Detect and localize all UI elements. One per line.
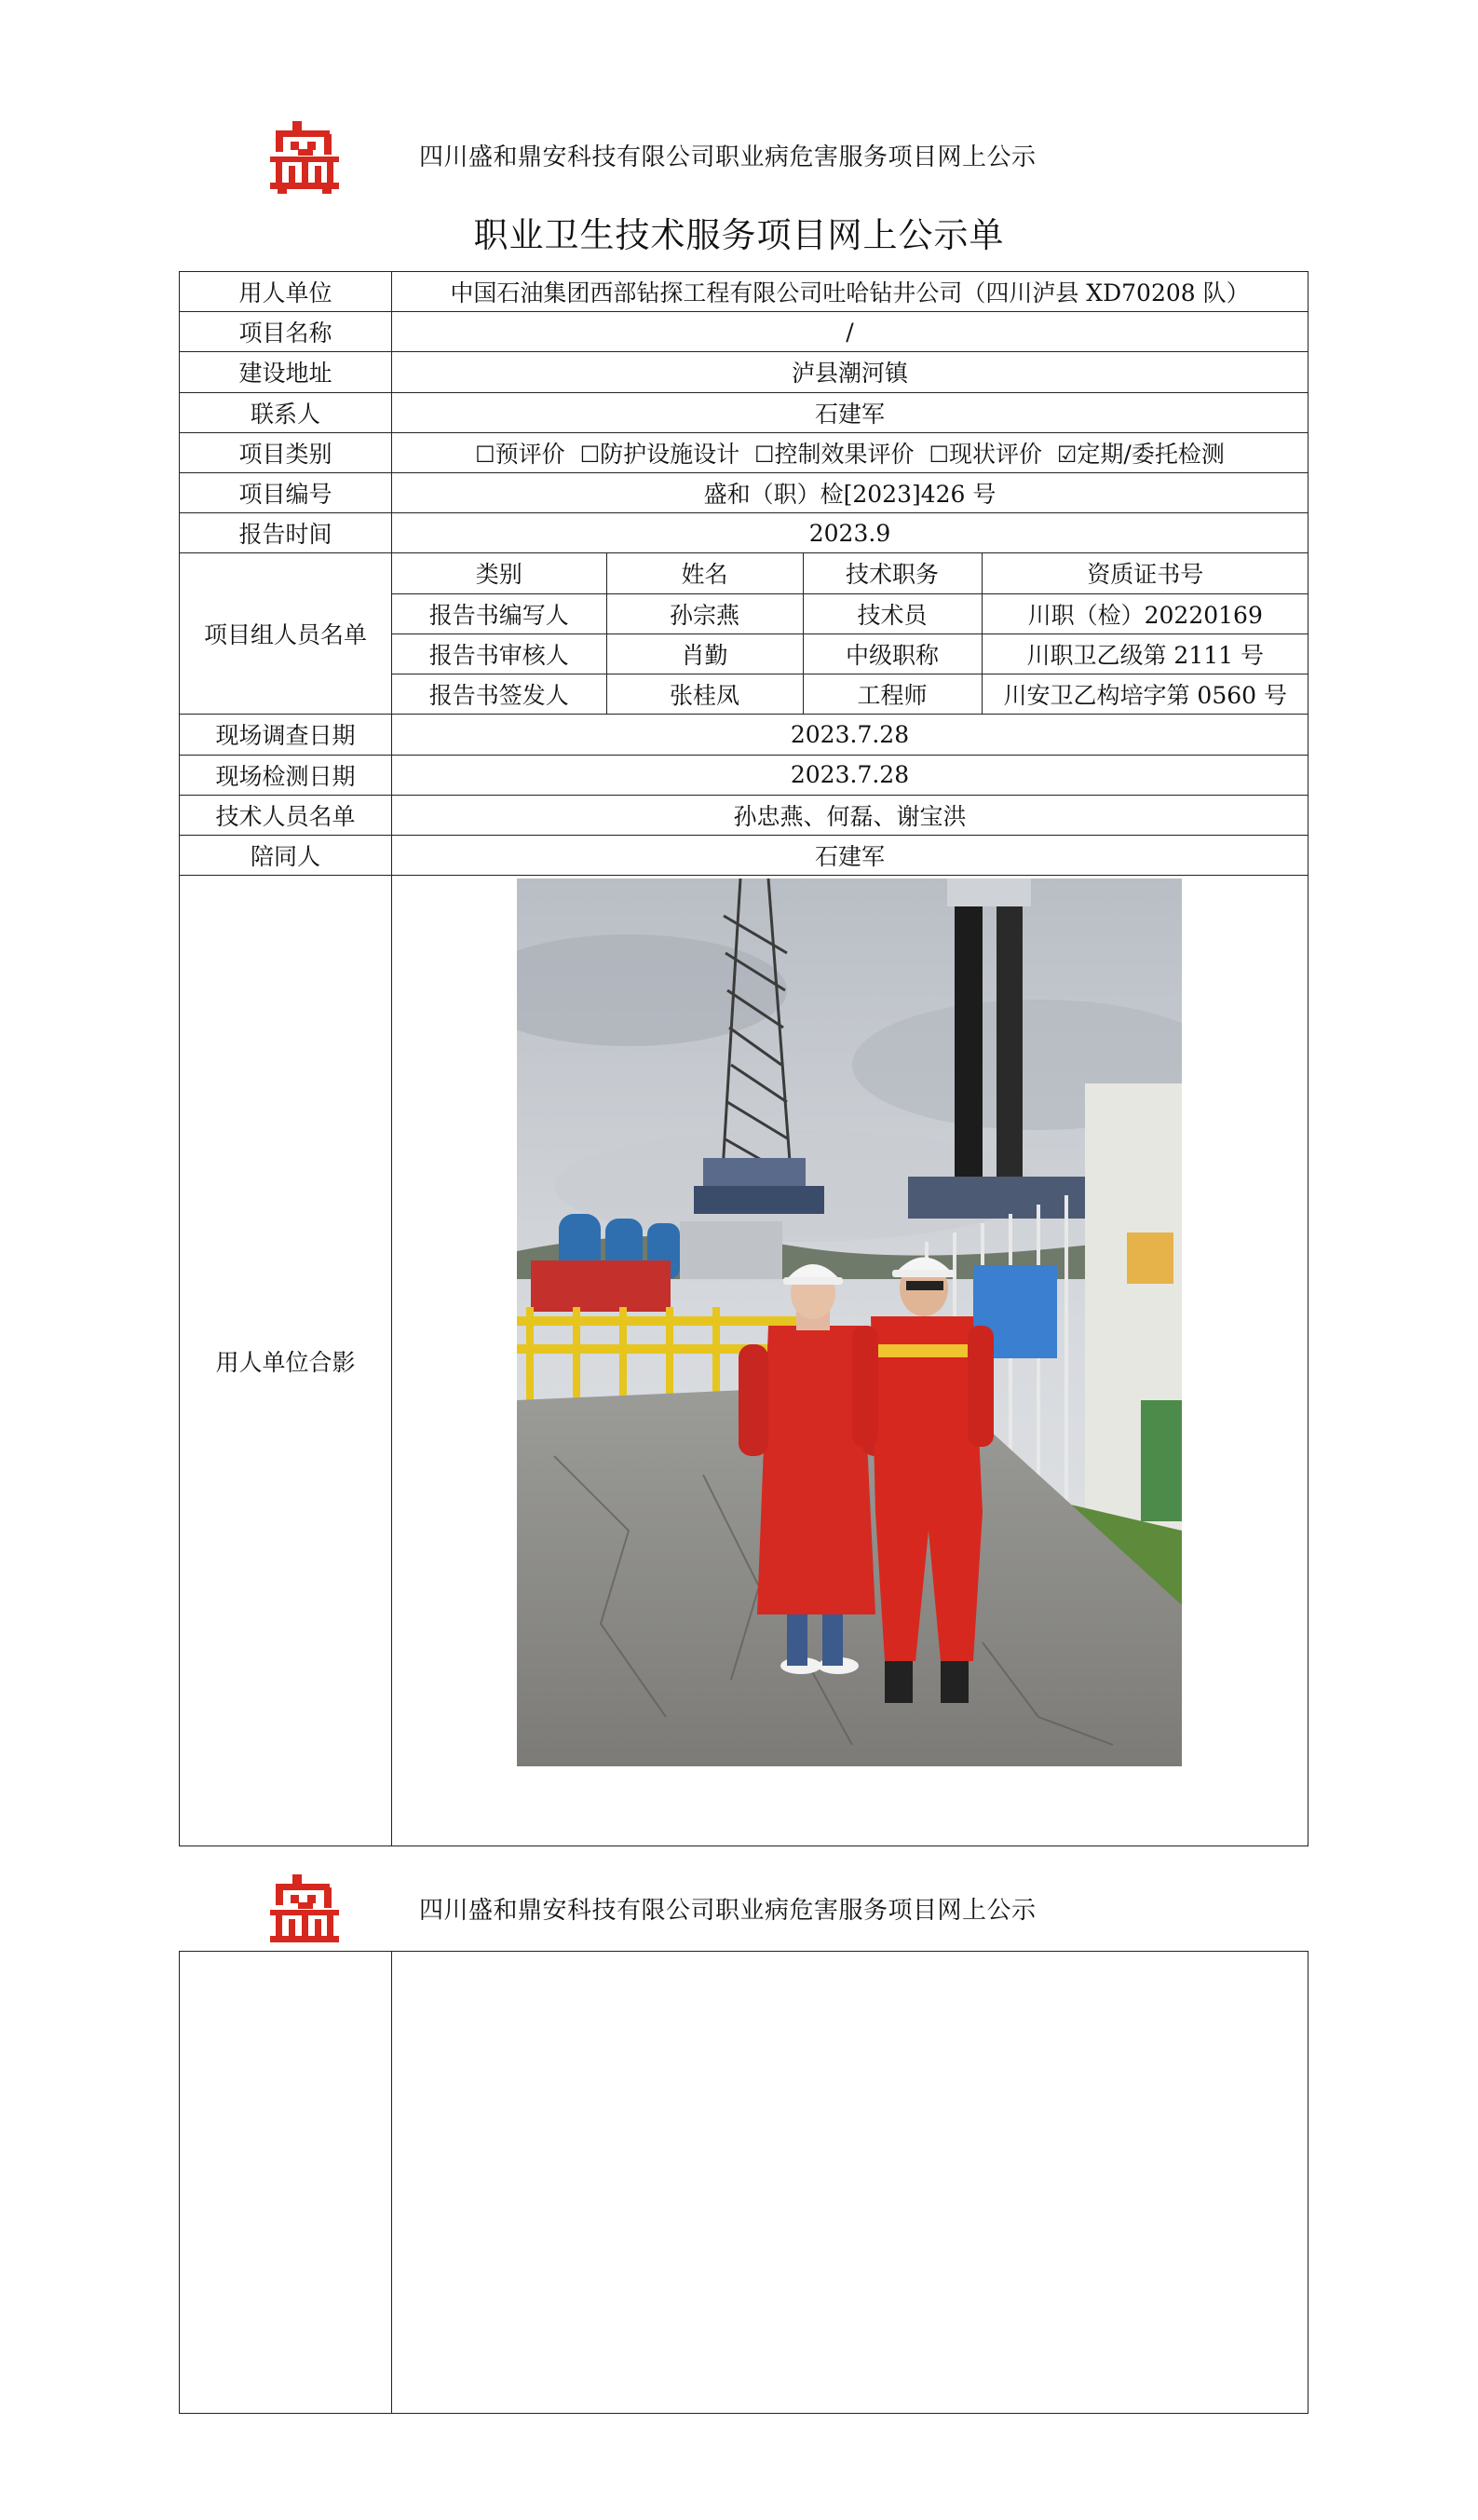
table-row [180, 312, 1309, 352]
checkbox-icon: ☐ [475, 441, 495, 468]
checkbox-icon: ☐ [579, 441, 601, 468]
document-title: 职业卫生技术服务项目网上公示单 [473, 215, 1005, 255]
employer-label: 用人单位 [180, 272, 392, 312]
test-date-label: 现场检测日期 [180, 755, 392, 795]
table-row [180, 272, 1309, 312]
team-cell-role: 报告书签发人 [392, 674, 606, 715]
team-cell-name: 张桂凤 [606, 674, 803, 715]
escort-label: 陪同人 [180, 835, 392, 875]
team-header: 资质证书号 [982, 553, 1309, 593]
group-photo [517, 879, 1182, 1766]
report-time-value: 2023.9 [392, 513, 1309, 553]
team-cell-title: 工程师 [803, 674, 982, 715]
address-label: 建设地址 [180, 352, 392, 392]
photo-label: 用人单位合影 [180, 876, 392, 1846]
photo-cell [392, 876, 1309, 1846]
team-table [392, 553, 1309, 714]
team-cell-cert: 川职卫乙级第 2111 号 [982, 633, 1309, 674]
header-company-text: 四川盛和鼎安科技有限公司职业病危害服务项目网上公示 [419, 1897, 1037, 1925]
address-value: 泸县潮河镇 [392, 352, 1309, 392]
team-row [392, 674, 1309, 715]
escort-value: 石建军 [392, 835, 1309, 875]
table-row [180, 392, 1309, 432]
project-name-value: / [392, 312, 1309, 352]
team-cell [392, 553, 1309, 715]
team-cell-cert: 川职（检）20220169 [982, 593, 1309, 633]
team-cell-title: 技术员 [803, 593, 982, 633]
disclosure-table [179, 271, 1309, 1846]
project-no-value: 盛和（职）检[2023]426 号 [392, 472, 1309, 512]
company-logo-icon [270, 121, 339, 194]
team-row [392, 593, 1309, 633]
empty-cell [392, 1952, 1309, 2414]
team-cell-name: 肖勤 [606, 633, 803, 674]
header-company-text: 四川盛和鼎安科技有限公司职业病危害服务项目网上公示 [419, 143, 1037, 171]
table-row [180, 755, 1309, 795]
category-option-design: ☐防护设施设计 [579, 440, 740, 468]
report-time-label: 报告时间 [180, 513, 392, 553]
category-option-control: ☐控制效果评价 [754, 440, 915, 468]
checkbox-icon: ☐ [929, 441, 949, 468]
category-options [392, 432, 1309, 472]
table-row [180, 876, 1309, 1846]
team-header: 类别 [392, 553, 606, 593]
table-row [180, 715, 1309, 755]
category-option-preeval: ☐预评价 [475, 440, 565, 468]
employer-value: 中国石油集团西部钻探工程有限公司吐哈钻井公司（四川泸县 XD70208 队） [392, 272, 1309, 312]
team-row [392, 633, 1309, 674]
table-row [180, 1952, 1309, 2414]
table-row [180, 472, 1309, 512]
team-cell-cert: 川安卫乙构培字第 0560 号 [1003, 682, 1288, 710]
team-cell-title: 中级职称 [803, 633, 982, 674]
team-cell-name: 孙宗燕 [606, 593, 803, 633]
team-header-row [392, 553, 1309, 593]
category-option-periodic: ☑定期/委托检测 [1056, 440, 1225, 468]
project-name-label: 项目名称 [180, 312, 392, 352]
company-header-page2 [270, 1874, 1201, 1949]
continuation-table [179, 1951, 1309, 2414]
company-header [270, 121, 1201, 196]
contact-label: 联系人 [180, 392, 392, 432]
table-row [180, 795, 1309, 835]
company-logo-icon [270, 1874, 339, 1947]
table-row [180, 513, 1309, 553]
table-row [180, 553, 1309, 715]
team-label: 项目组人员名单 [180, 553, 392, 715]
checkbox-icon: ☐ [754, 441, 775, 468]
tech-staff-label: 技术人员名单 [180, 795, 392, 835]
tech-staff-value: 孙忠燕、何磊、谢宝洪 [392, 795, 1309, 835]
team-header: 技术职务 [803, 553, 982, 593]
table-row [180, 432, 1309, 472]
checked-checkbox-icon: ☑ [1056, 441, 1078, 468]
empty-cell [180, 1952, 392, 2414]
survey-date-value: 2023.7.28 [392, 715, 1309, 755]
project-no-label: 项目编号 [180, 472, 392, 512]
table-row [180, 352, 1309, 392]
team-header: 姓名 [606, 553, 803, 593]
survey-date-label: 现场调查日期 [180, 715, 392, 755]
contact-value: 石建军 [392, 392, 1309, 432]
test-date-value: 2023.7.28 [392, 755, 1309, 795]
team-cell-role: 报告书审核人 [392, 633, 606, 674]
table-row [180, 835, 1309, 875]
category-option-status: ☐现状评价 [929, 440, 1042, 468]
team-cell-role: 报告书编写人 [392, 593, 606, 633]
category-label: 项目类别 [180, 432, 392, 472]
